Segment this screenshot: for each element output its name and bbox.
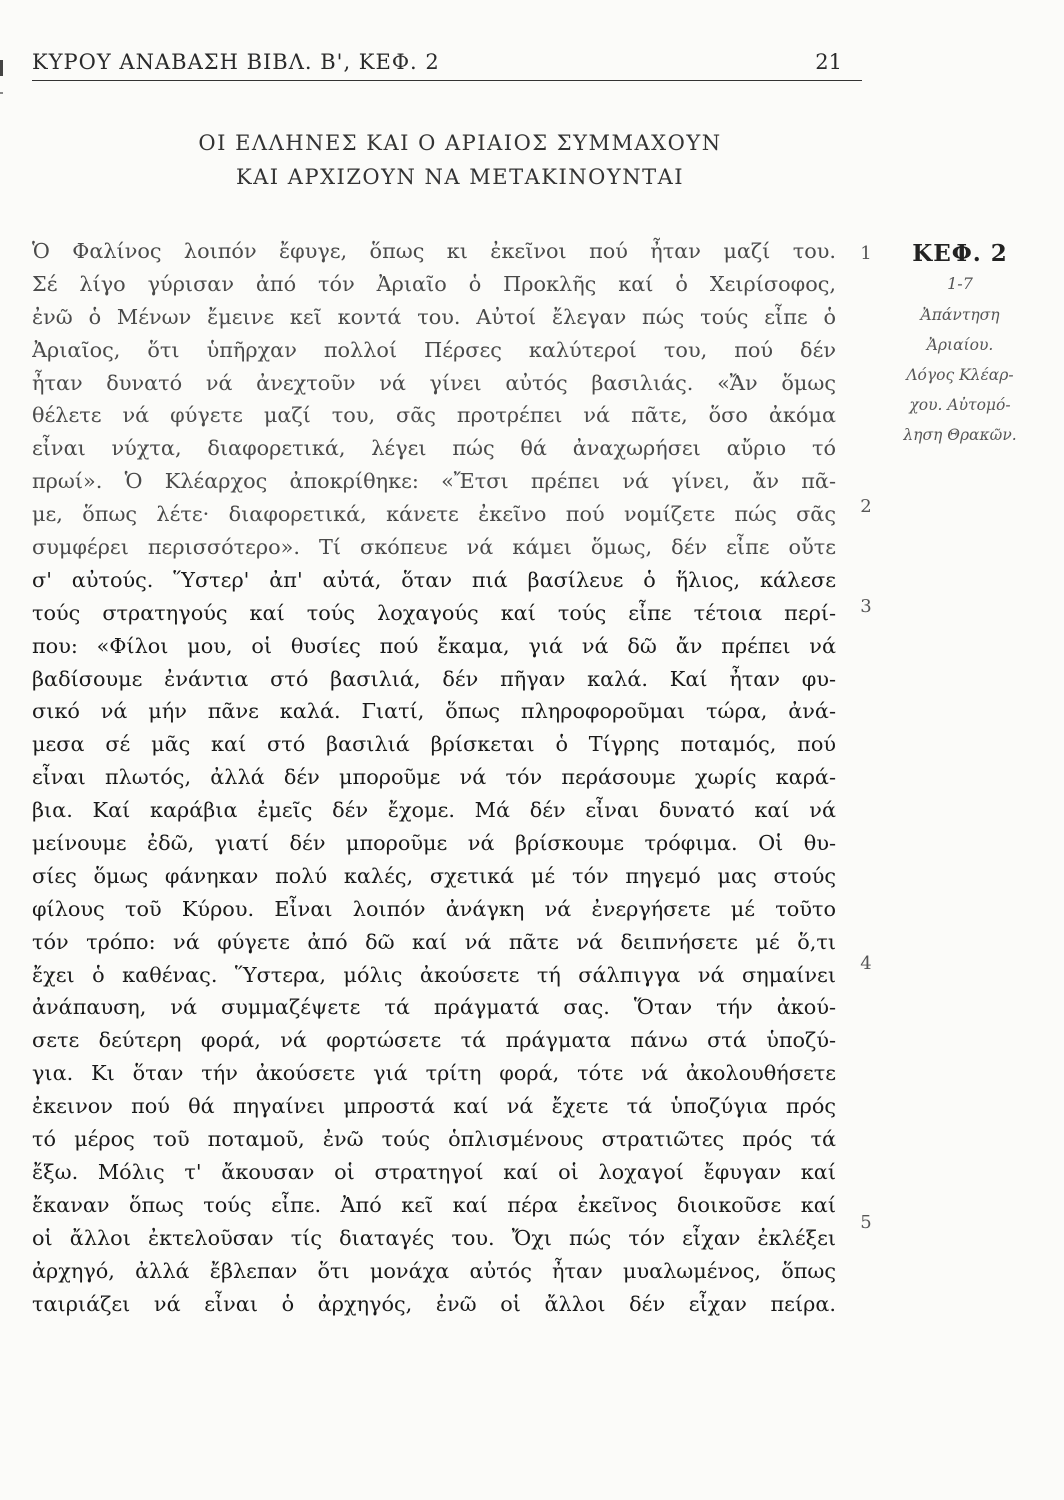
section-title-line: ΟΙ ΕΛΛΗΝΕΣ ΚΑΙ Ο ΑΡΙΑΙΟΣ ΣΥΜΜΑΧΟΥΝ [198, 131, 722, 155]
text-line: τούς στρατηγούς καί τούς λοχαγούς καί τούς εἶπε τέτοια περί- [32, 600, 836, 625]
text-line: μείνουμε ἐδῶ, γιατί δέν μποροῦμε νά βρίσκουμε τρόφιμα. Οἱ θυ- [32, 831, 836, 856]
text-line: με, ὅπως λέτε· διαφορετικά, κάνετε ἐκεῖνο πού νομίζετε πώς σᾶς [32, 502, 836, 527]
margin-note-line: Ἀριαίου. [926, 336, 994, 354]
text-line: ἀρχηγό, ἀλλά ἔβλεπαν ὅτι μονάχα αὐτός ἦταν μυαλωμένος, ὅπως [32, 1258, 836, 1283]
text-line: τό μέρος τοῦ ποταμοῦ, ἐνῶ τούς ὁπλισμένους στρατιῶτες πρός τά [32, 1127, 836, 1152]
text-line: συμφέρει περισσότερο». Τί σκόπευε νά κάμει ὅμως, δέν εἶπε οὔτε [32, 535, 836, 560]
text-line: πρωί». Ὁ Κλέαρχος ἀποκρίθηκε: «Ἔτσι πρέπει νά γίνει, ἄν πᾶ- [32, 469, 836, 494]
text-line: Ἀριαῖος, ὅτι ὑπῆρχαν πολλοί Πέρσες καλύτεροί του, πού δέν [32, 337, 836, 362]
margin-note-line: Ἀπάντηση [920, 306, 1000, 324]
text-line: Ὁ Φαλίνος λοιπόν ἔφυγε, ὅπως κι ἐκεῖνοι πού ἦταν μαζί του. [32, 239, 836, 263]
margin-note-line: χου. Αὐτομό- [909, 396, 1011, 414]
text-line: που: «Φίλοι μου, οἱ θυσίες πού ἔκαμα, γιά νά δῶ ἄν πρέπει νά [32, 633, 836, 658]
text-line: βαδίσουμε ἐνάντια στό βασιλιά, δέν πῆγαν καλά. Καί ἦταν φυ- [32, 666, 836, 691]
paragraph-number: 4 [860, 953, 872, 974]
text-line: οἱ ἄλλοι ἐκτελοῦσαν τίς διαταγές του. Ὄχι πώς τόν εἶχαν ἐκλέξει [32, 1225, 836, 1250]
text-line: φίλους τοῦ Κύρου. Εἶναι λοιπόν ἀνάγκη νά ἐνεργήσετε μέ τοῦτο [32, 896, 836, 921]
text-line: ἀνάπαυση, νά συμμαζέψετε τά πράγματά σας. Ὅταν τήν ἀκού- [32, 995, 836, 1020]
text-line: βια. Καί καράβια ἐμεῖς δέν ἔχομε. Μά δέν εἶναι δυνατό καί νά [32, 798, 836, 823]
text-line: τόν τρόπο: νά φύγετε ἀπό δῶ καί νά πᾶτε νά δειπνήσετε μέ ὅ,τι [32, 929, 836, 954]
page-edge-mark [0, 60, 3, 76]
running-header [32, 44, 862, 81]
text-line: ἔκαναν ὅπως τούς εἶπε. Ἀπό κεῖ καί πέρα ἐκεῖνος διοικοῦσε καί [32, 1192, 836, 1217]
text-line: θέλετε νά φύγετε μαζί του, σᾶς προτρέπει νά πᾶτε, ὅσο ἀκόμα [32, 403, 836, 428]
section-title-line: ΚΑΙ ΑΡΧΙΖΟΥΝ ΝΑ ΜΕΤΑΚΙΝΟΥΝΤΑΙ [235, 165, 685, 189]
margin-chapter-range: 1-7 [947, 274, 973, 293]
text-line: σικό νά μήν πᾶνε καλά. Γιατί, ὅπως πληροφοροῦμαι τώρα, ἀνά- [32, 699, 836, 724]
margin-note-line: Λόγος Κλέαρ- [906, 366, 1014, 384]
margin-note-line: ληση Θρακῶν. [903, 426, 1017, 444]
text-line: σετε δεύτερη φορά, νά φορτώσετε τά πράγματα πάνω στά ὑποζύ- [32, 1028, 836, 1053]
text-line: σ' αὐτούς. Ὕστερ' ἀπ' αὐτά, ὅταν πιά βασίλευε ὁ ἥλιος, κάλεσε [32, 567, 836, 592]
page-edge-mark [0, 92, 3, 94]
text-line: Σέ λίγο γύρισαν ἀπό τόν Ἀριαῖο ὁ Προκλῆς καί ὁ Χειρίσοφος, [32, 271, 836, 296]
text-line: ἐνῶ ὁ Μένων ἔμεινε κεῖ κοντά του. Αὐτοί ἔλεγαν πώς τούς εἶπε ὁ [32, 304, 836, 329]
text-line: μεσα σέ μᾶς καί στό βασιλιά βρίσκεται ὁ Τίγρης ποταμός, πού [32, 732, 836, 757]
text-line: ἔχει ὁ καθένας. Ὕστερα, μόλις ἀκούσετε τή σάλπιγγα νά σημαίνει [32, 962, 836, 987]
page-number: 21 [815, 50, 842, 74]
text-line: ἐκεινον πού θά πηγαίνει μπροστά καί νά ἔχετε τά ὑποζύγια πρός [32, 1094, 836, 1119]
paragraph-number: 3 [860, 596, 872, 617]
paragraph-number: 1 [860, 243, 872, 264]
text-line: εἶναι πλωτός, ἀλλά δέν μποροῦμε νά τόν περάσουμε χωρίς καρά- [32, 765, 836, 790]
text-line: σίες ὅμως φάνηκαν πολύ καλές, σχετικά μέ τόν πηγεμό μας στούς [32, 863, 836, 888]
text-line: εἶναι νύχτα, διαφορετικά, λέγει πώς θά ἀναχωρήσει αὔριο τό [32, 436, 836, 461]
paragraph-number: 2 [860, 496, 872, 517]
text-line: για. Κι ὅταν τήν ἀκούσετε γιά τρίτη φορά, τότε νά ἀκολουθήσετε [32, 1061, 836, 1086]
text-line: ταιριάζει νά εἶναι ὁ ἀρχηγός, ἐνῶ οἱ ἄλλοι δέν εἶχαν πείρα. [32, 1291, 836, 1316]
paragraph-number: 5 [860, 1212, 872, 1233]
text-line: ἔξω. Μόλις τ' ἄκουσαν οἱ στρατηγοί καί οἱ λοχαγοί ἔφυγαν καί [32, 1159, 836, 1184]
margin-chapter-label: ΚΕΦ. 2 [912, 240, 1008, 267]
text-line: ἦταν δυνατό νά ἀνεχτοῦν νά γίνει αὐτός βασιλιάς. «Ἄν ὅμως [32, 370, 836, 395]
body-text [32, 235, 836, 1320]
running-title: ΚΥΡΟΥ ΑΝΑΒΑΣΗ ΒΙΒΛ. Β', ΚΕΦ. 2 [32, 50, 440, 74]
